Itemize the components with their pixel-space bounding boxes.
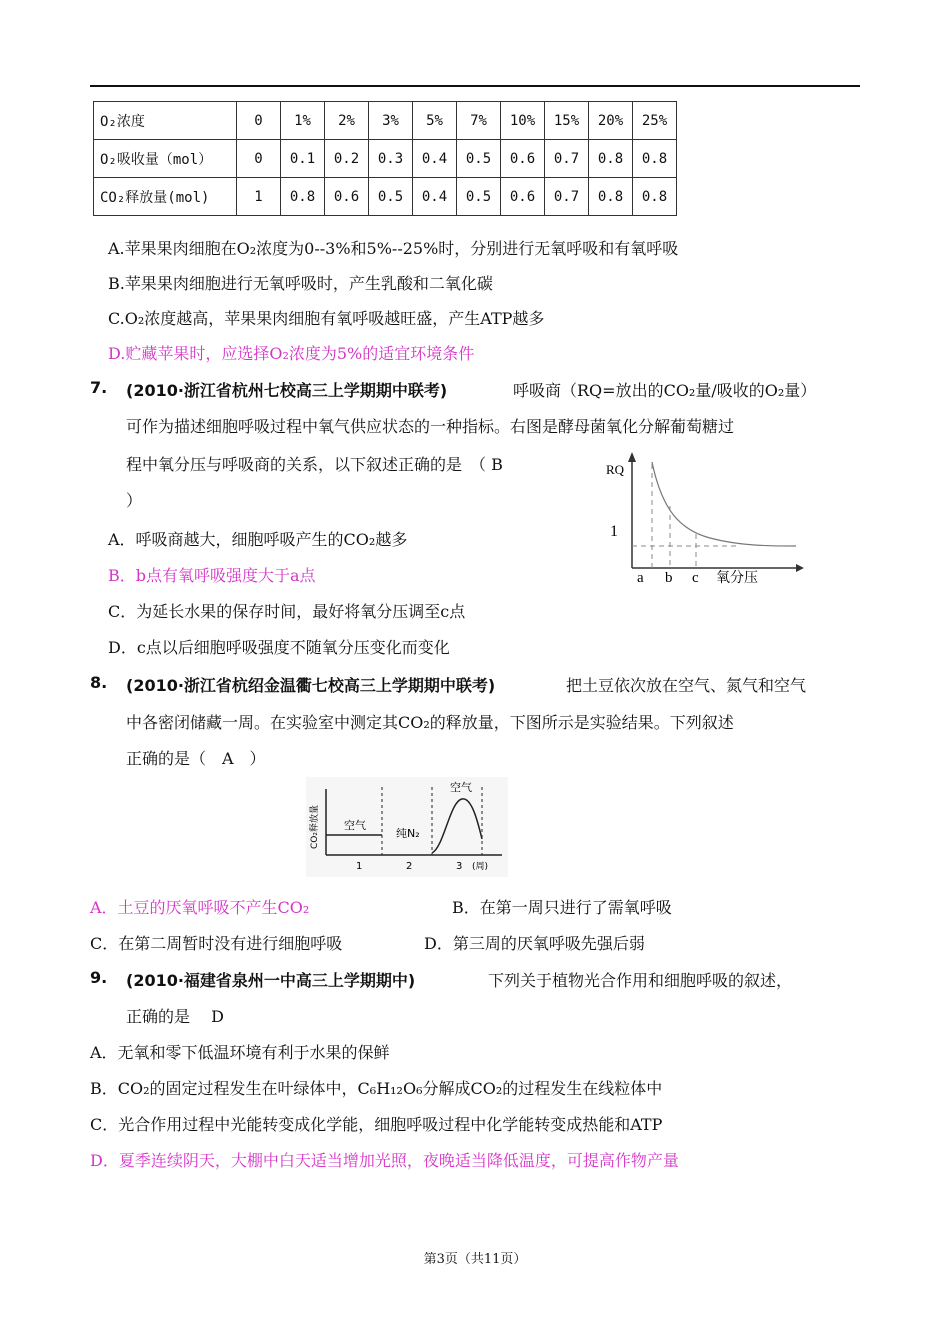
table-cell: 0.5 xyxy=(457,140,501,178)
q7-option-d: D．c点以后细胞呼吸强度不随氧分压变化而变化 xyxy=(108,638,450,657)
co2-chart xyxy=(306,777,508,877)
table-cell: 10% xyxy=(501,102,545,140)
rq-x-label: 氧分压 xyxy=(716,570,758,586)
header-rule xyxy=(90,85,860,87)
table-cell: O₂吸收量（mol） xyxy=(94,140,237,178)
q6-option-d: D.贮藏苹果时，应选择O₂浓度为5%的适宜环境条件 xyxy=(108,344,475,363)
q8-stem: 中各密闭储藏一周。在实验室中测定其CO₂的释放量，下图所示是实验结果。下列叙述 xyxy=(126,713,734,732)
co2-seg2-label: 纯N₂ xyxy=(396,827,420,840)
q8-stem: 正确的是（ A ） xyxy=(126,749,266,768)
q7-stem: ） xyxy=(126,491,143,510)
rq-point-c: c xyxy=(692,570,699,586)
co2-x-tick-3: 3 xyxy=(456,861,463,872)
q9-stem: 正确的是 D xyxy=(126,1007,224,1026)
table-row xyxy=(94,102,677,140)
co2-x-tick-2: 2 xyxy=(406,861,413,872)
q9-stem: 下列关于植物光合作用和细胞呼吸的叙述， xyxy=(488,971,793,990)
q9-source: (2010·福建省泉州一中高三上学期期中) xyxy=(126,971,416,990)
q7-stem: 可作为描述细胞呼吸过程中氧气供应状态的一种指标。右图是酵母菌氧化分解葡萄糖过 xyxy=(126,417,735,436)
table-cell: 1 xyxy=(237,178,281,216)
table-cell: 1% xyxy=(281,102,325,140)
table-cell: 5% xyxy=(413,102,457,140)
table-cell: 0.6 xyxy=(501,140,545,178)
rq-chart xyxy=(600,450,810,590)
q7-stem: 呼吸商（RQ=放出的CO₂量/吸收的O₂量） xyxy=(513,381,817,400)
table-cell: 0.7 xyxy=(545,140,589,178)
q7-option-c: C．为延长水果的保存时间，最好将氧分压调至c点 xyxy=(108,602,466,621)
oxygen-table xyxy=(93,101,677,216)
q7-number: 7. xyxy=(90,378,108,397)
q8-option-d: D．第三周的厌氧呼吸先强后弱 xyxy=(424,934,645,953)
table-cell: 0.4 xyxy=(413,140,457,178)
table-cell: 0.1 xyxy=(281,140,325,178)
table-cell: 0.8 xyxy=(589,178,633,216)
q6-option-c: C.O₂浓度越高，苹果果肉细胞有氧呼吸越旺盛，产生ATP越多 xyxy=(108,309,545,328)
table-cell: 0 xyxy=(237,140,281,178)
q9-option-b: B．CO₂的固定过程发生在叶绿体中，C₆H₁₂O₆分解成CO₂的过程发生在线粒体中 xyxy=(90,1079,663,1098)
q9-number: 9. xyxy=(90,968,108,987)
q7-option-b: B．b点有氧呼吸强度大于a点 xyxy=(108,566,316,585)
rq-y-tick: 1 xyxy=(610,523,618,540)
table-cell: 15% xyxy=(545,102,589,140)
table-cell: 0.8 xyxy=(633,140,677,178)
q8-source: (2010·浙江省杭绍金温衢七校高三上学期期中联考) xyxy=(126,676,496,695)
table-cell: 3% xyxy=(369,102,413,140)
co2-x-unit: (周) xyxy=(472,862,489,872)
table-cell: 0.8 xyxy=(633,178,677,216)
q6-option-b: B.苹果果肉细胞进行无氧呼吸时，产生乳酸和二氧化碳 xyxy=(108,274,493,293)
rq-point-a: a xyxy=(637,570,644,586)
q8-option-a: A．土豆的厌氧呼吸不产生CO₂ xyxy=(90,898,310,917)
q8-stem: 把土豆依次放在空气、氮气和空气 xyxy=(566,676,807,695)
co2-seg1-label: 空气 xyxy=(344,819,366,832)
rq-point-b: b xyxy=(665,570,673,586)
table-cell: 0.7 xyxy=(545,178,589,216)
co2-seg3-label: 空气 xyxy=(450,781,472,794)
table-cell: 0.8 xyxy=(589,140,633,178)
q7-source: (2010·浙江省杭州七校高三上学期期中联考) xyxy=(126,381,448,400)
q6-option-a: A.苹果果肉细胞在O₂浓度为0--3%和5%--25%时，分别进行无氧呼吸和有氧呼吸 xyxy=(108,239,679,258)
table-cell: 20% xyxy=(589,102,633,140)
table-row xyxy=(94,178,677,216)
table-cell: 0.6 xyxy=(501,178,545,216)
q8-option-c: C．在第二周暂时没有进行细胞呼吸 xyxy=(90,934,343,953)
co2-y-label: CO₂释放量 xyxy=(310,805,320,849)
q9-option-c: C．光合作用过程中光能转变成化学能，细胞呼吸过程中化学能转变成热能和ATP xyxy=(90,1115,663,1134)
table-cell: 0.8 xyxy=(281,178,325,216)
q8-option-b: B．在第一周只进行了需氧呼吸 xyxy=(452,898,672,917)
rq-y-arrow xyxy=(628,452,636,462)
table-cell: 0.3 xyxy=(369,140,413,178)
table-cell: 0.6 xyxy=(325,178,369,216)
rq-x-arrow xyxy=(796,564,804,572)
page-footer: 第3页（共11页） xyxy=(423,1252,527,1267)
rq-curve xyxy=(652,462,796,546)
table-cell: 25% xyxy=(633,102,677,140)
table-cell: 0.2 xyxy=(325,140,369,178)
table-cell: O₂浓度 xyxy=(94,102,237,140)
q7-option-a: A．呼吸商越大，细胞呼吸产生的CO₂越多 xyxy=(108,530,408,549)
table-cell: 2% xyxy=(325,102,369,140)
table-cell: 0.5 xyxy=(457,178,501,216)
table-cell: 0 xyxy=(237,102,281,140)
q9-option-a: A．无氧和零下低温环境有利于水果的保鲜 xyxy=(90,1043,390,1062)
table-cell: CO₂释放量(mol) xyxy=(94,178,237,216)
table-cell: 0.5 xyxy=(369,178,413,216)
q8-number: 8. xyxy=(90,673,108,692)
table-cell: 7% xyxy=(457,102,501,140)
table-cell: 0.4 xyxy=(413,178,457,216)
q9-option-d: D．夏季连续阴天，大棚中白天适当增加光照，夜晚适当降低温度，可提高作物产量 xyxy=(90,1151,679,1170)
co2-x-tick-1: 1 xyxy=(356,861,363,872)
q7-stem: 程中氧分压与呼吸商的关系，以下叙述正确的是 （ B xyxy=(126,455,503,474)
table-row xyxy=(94,140,677,178)
rq-y-label: RQ xyxy=(606,462,625,477)
